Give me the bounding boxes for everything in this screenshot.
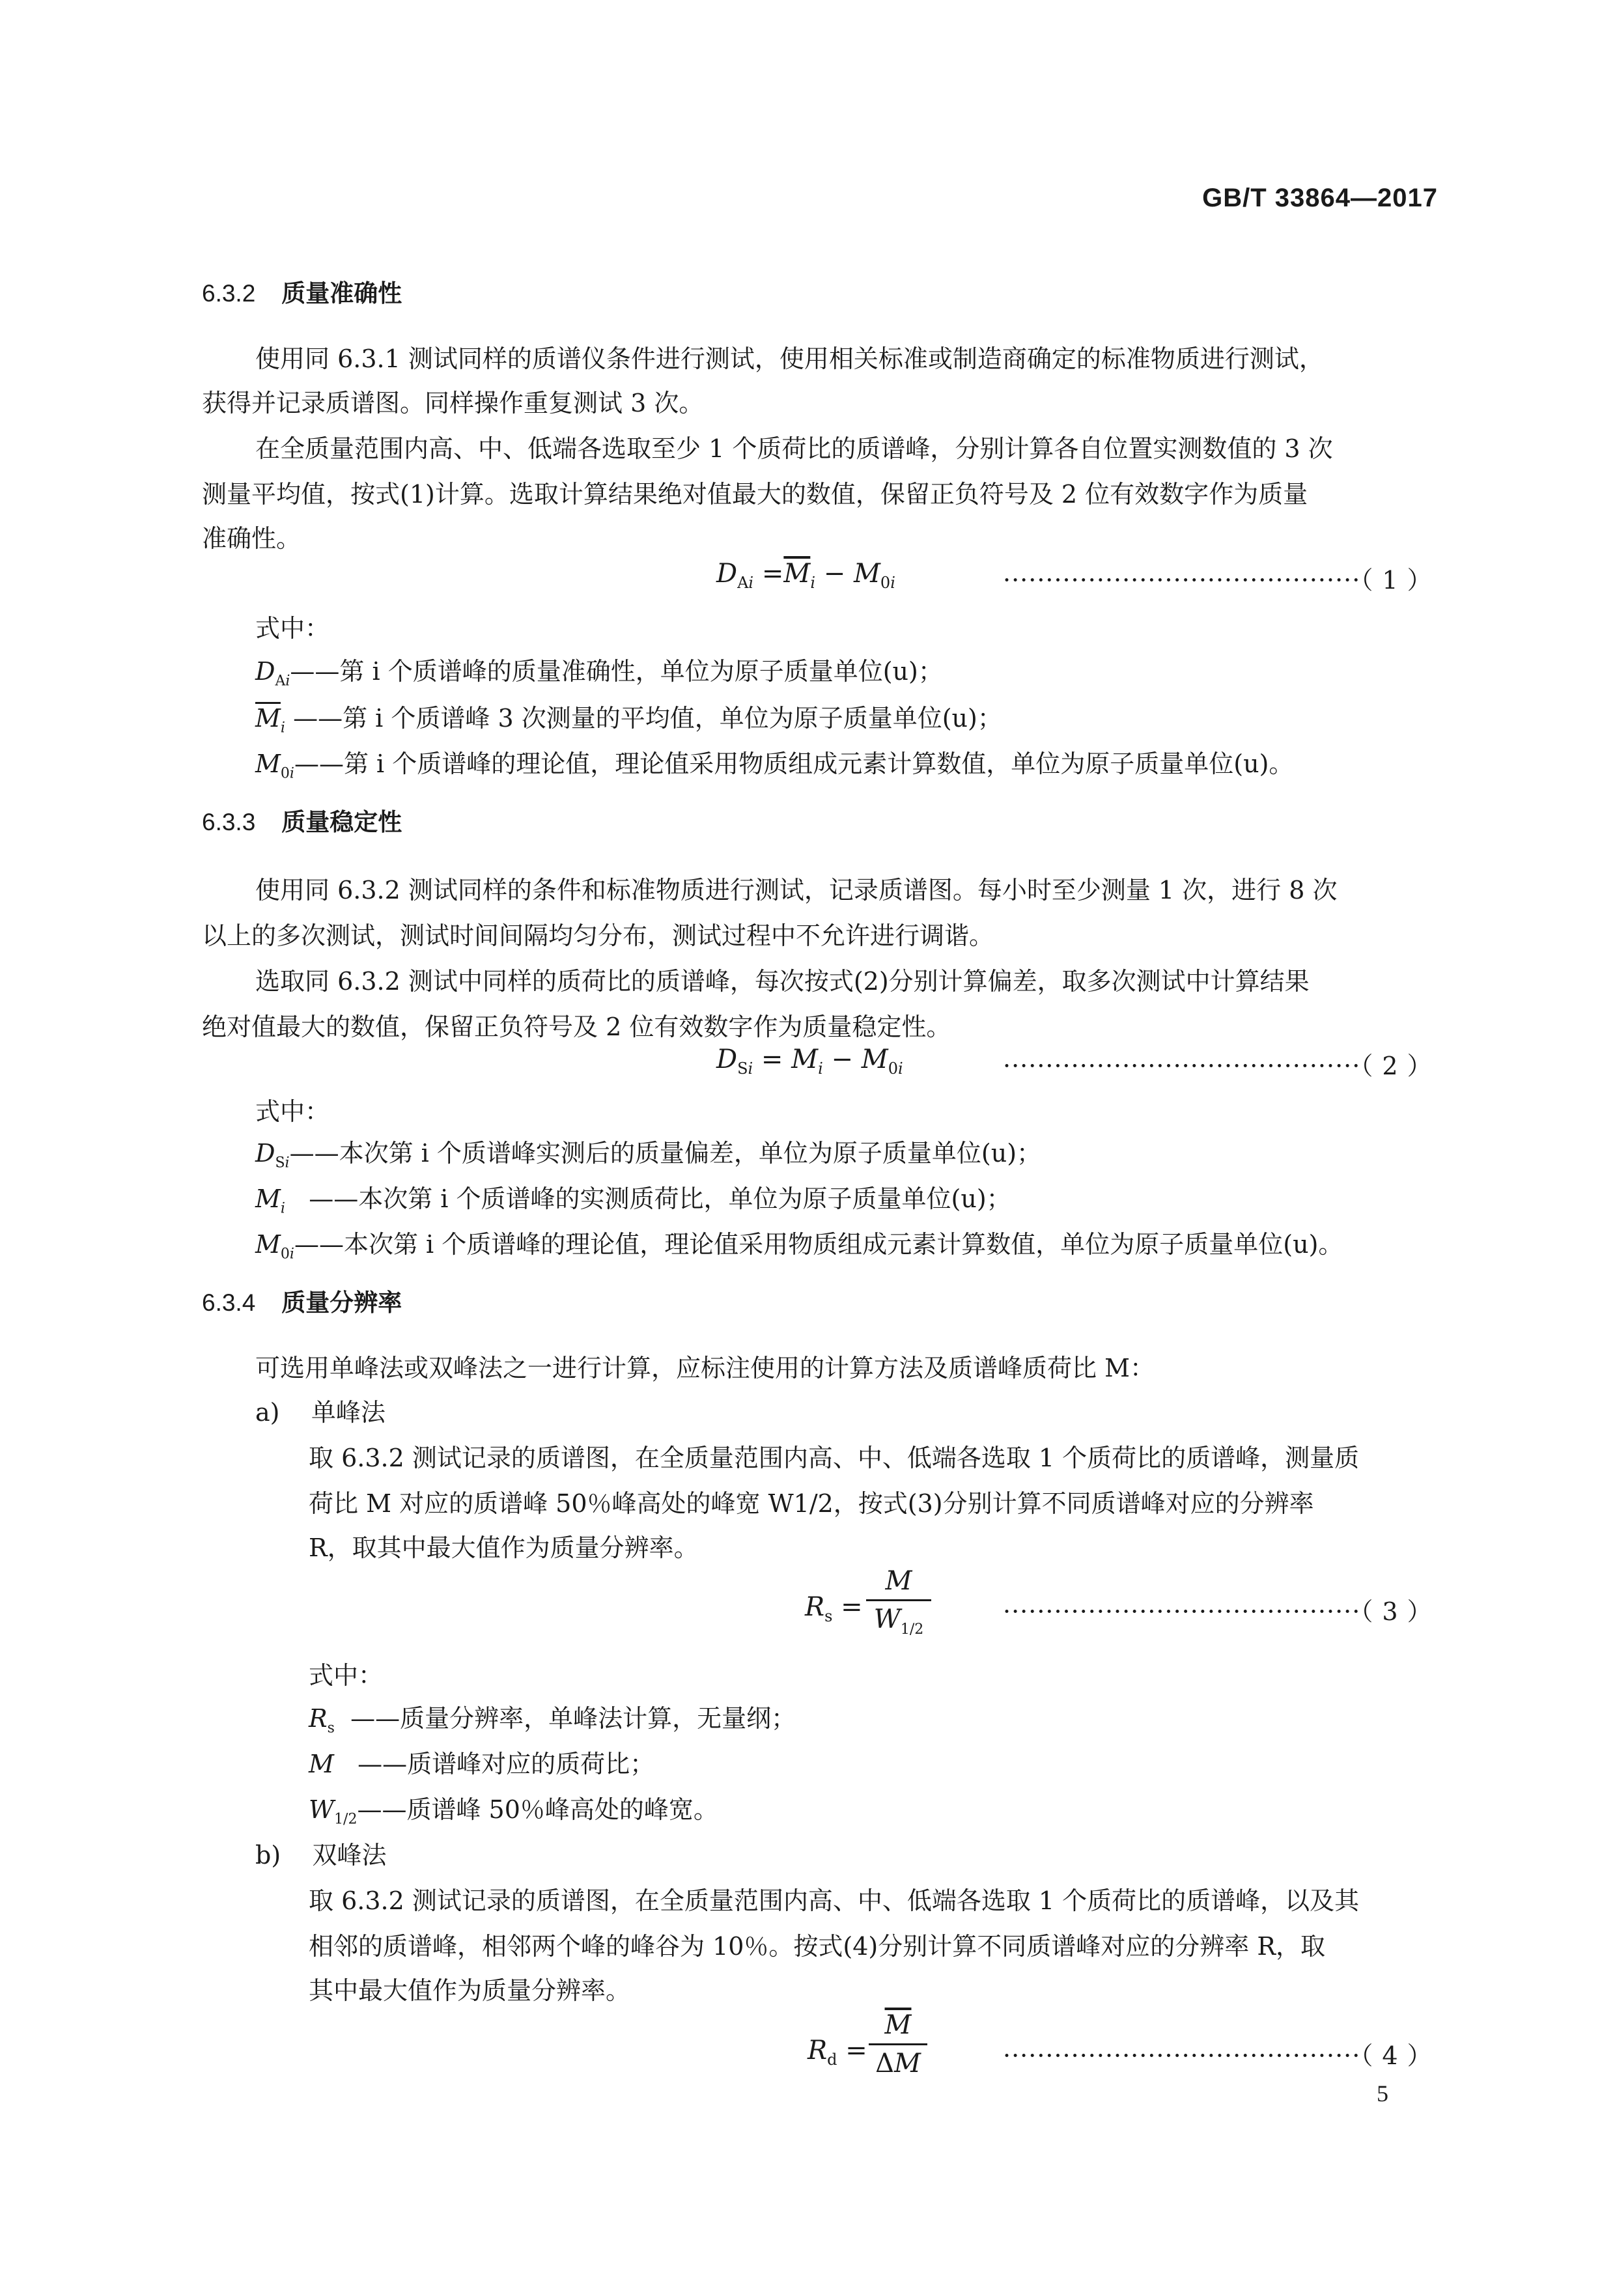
definition-rs: $R_s$ ——质量分辨率，单峰法计算，无量纲； <box>309 1704 796 1737</box>
section-title: 质量分辨率 <box>281 1289 402 1317</box>
equation-leader: ··········································（ 2 ） <box>1003 1052 1433 1080</box>
paragraph-line: 荷比 M 对应的质谱峰 50％峰高处的峰宽 W1/2，按式(3)分别计算不同质谱峰对应的分辨率 <box>309 1489 1314 1518</box>
section-heading-6-3-3 <box>202 802 402 837</box>
equation-leader: ··········································（ 4 ） <box>1003 2041 1433 2070</box>
definition-m0i: $M_{0i}——$本次第 i 个质谱峰的理论值，理论值采用物质组成元素计算数值，单位为原子质量单位(u)。 <box>255 1230 1343 1263</box>
list-item-b: b) 双峰法 <box>255 1841 387 1869</box>
equation-4-fraction: $\overline{M}$ ΔM <box>869 2009 927 2079</box>
list-item-a: a) 单峰法 <box>255 1398 386 1427</box>
paragraph-line: 在全质量范围内高、中、低端各选取至少 1 个质荷比的质谱峰，分别计算各自位置实测数值的 3 次 <box>255 434 1333 463</box>
definition-m-bar: $\overline{M}_i$ ——第 i 个质谱峰 3 次测量的平均值，单位为原子质量单位(u)； <box>255 704 1002 736</box>
standard-code: GB/T 33864—2017 <box>1202 184 1438 212</box>
paragraph-line: 准确性。 <box>202 524 302 553</box>
page-number: 5 <box>1377 2080 1388 2107</box>
definition-d-si: $D_{Si}——$本次第 i 个质谱峰实测后的质量偏差，单位为原子质量单位(u)； <box>255 1139 1042 1171</box>
section-heading-6-3-4 <box>202 1283 402 1318</box>
definition-mi: $M_i$ ——本次第 i 个质谱峰的实测质荷比，单位为原子质量单位(u)； <box>255 1184 1011 1217</box>
paragraph-line: 其中最大值作为质量分辨率。 <box>309 1976 631 2005</box>
where-label: 式中： <box>255 1097 330 1126</box>
equation-2: $D_{Si} = M_i - M_{0i}$ <box>716 1044 903 1078</box>
paragraph-line: 使用同 6.3.2 测试同样的条件和标准物质进行测试，记录质谱图。每小时至少测量 1 次，进行 8 次 <box>255 876 1338 904</box>
paragraph-line: 以上的多次测试，测试时间间隔均匀分布，测试过程中不允许进行调谐。 <box>202 921 994 950</box>
section-heading-6-3-2 <box>202 273 402 309</box>
paragraph-line: 获得并记录质谱图。同样操作重复测试 3 次。 <box>202 389 704 417</box>
section-title: 质量稳定性 <box>281 808 402 836</box>
paragraph-line: 相邻的质谱峰，相邻两个峰的峰谷为 10％。按式(4)分别计算不同质谱峰对应的分辨率 R，取 <box>309 1932 1325 1961</box>
definition-m0i: $M_{0i}——$第 i 个质谱峰的理论值，理论值采用物质组成元素计算数值，单位为原子质量单位(u)。 <box>255 749 1294 782</box>
section-number: 6.3.3 <box>202 809 256 835</box>
equation-1: $D_{Ai} =\overline{M}_i - M_{0i}$ <box>716 559 895 592</box>
paragraph-line: 可选用单峰法或双峰法之一进行计算，应标注使用的计算方法及质谱峰质荷比 M： <box>255 1354 1155 1382</box>
paragraph-line: 取 6.3.2 测试记录的质谱图，在全质量范围内高、中、低端各选取 1 个质荷比的质谱峰，以及其 <box>309 1886 1360 1915</box>
paragraph-line: 取 6.3.2 测试记录的质谱图，在全质量范围内高、中、低端各选取 1 个质荷比的质谱峰，测量质 <box>309 1444 1360 1472</box>
where-label: 式中： <box>255 614 330 643</box>
paragraph-line: 选取同 6.3.2 测试中同样的质荷比的质谱峰，每次按式(2)分别计算偏差，取多次测试中计算结果 <box>255 967 1310 996</box>
paragraph-line: 使用同 6.3.1 测试同样的质谱仪条件进行测试，使用相关标准或制造商确定的标准物质进行测试， <box>255 344 1324 373</box>
paragraph-line: R，取其中最大值作为质量分辨率。 <box>309 1533 699 1562</box>
section-number: 6.3.4 <box>202 1289 256 1316</box>
equation-3-lhs: $R_s$ = <box>805 1592 863 1625</box>
definition-d-ai: $D_{Ai}——$第 i 个质谱峰的质量准确性，单位为原子质量单位(u)； <box>255 657 943 690</box>
paragraph-line: 测量平均值，按式(1)计算。选取计算结果绝对值最大的数值，保留正负符号及 2 位有效数字作为质量 <box>202 480 1308 509</box>
equation-4-lhs: $R_d$ = <box>808 2036 867 2069</box>
equation-leader: ··········································（ 3 ） <box>1003 1597 1433 1626</box>
paragraph-line: 绝对值最大的数值，保留正负符号及 2 位有效数字作为质量稳定性。 <box>202 1013 951 1041</box>
section-title: 质量准确性 <box>281 279 402 307</box>
section-number: 6.3.2 <box>202 280 256 307</box>
equation-leader: ··········································（ 1 ） <box>1003 566 1433 595</box>
definition-w12: $W_{1/2}——$质谱峰 50％峰高处的峰宽。 <box>309 1795 718 1828</box>
equation-3-fraction: M $W_{1/2}$ <box>866 1565 931 1645</box>
definition-m: M ——质谱峰对应的质荷比； <box>309 1750 655 1778</box>
where-label: 式中： <box>309 1661 384 1690</box>
